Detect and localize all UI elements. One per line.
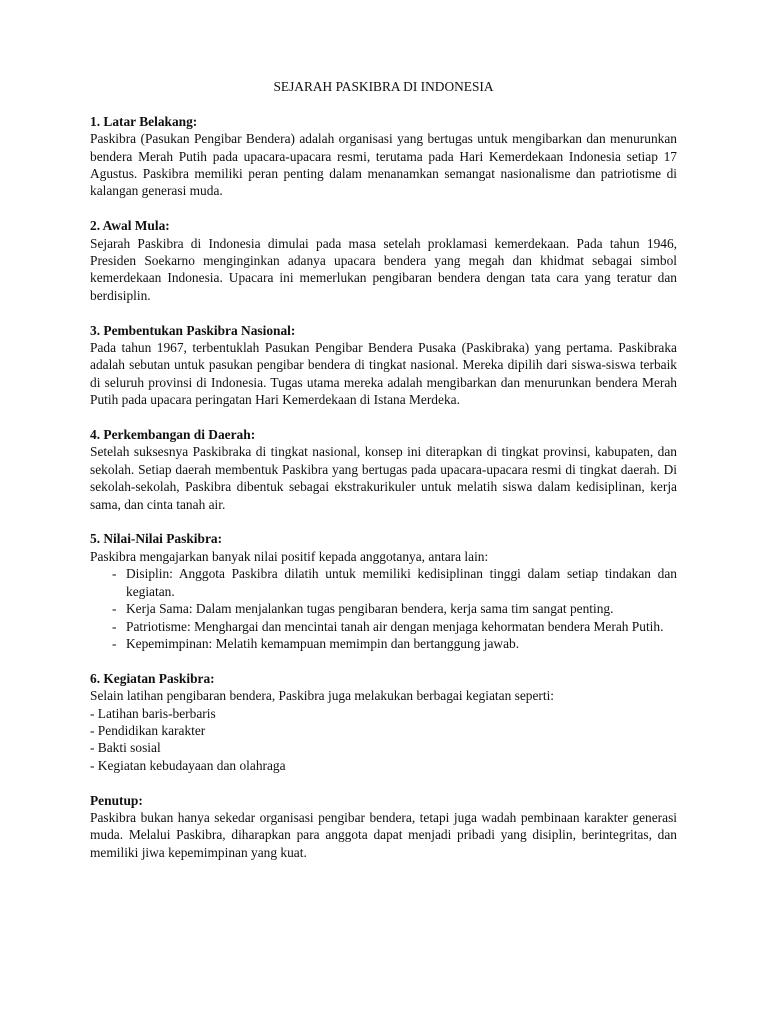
section-awal-mula <box>90 217 677 304</box>
list-item: - Bakti sosial <box>90 740 161 756</box>
list-item-text: Kepemimpinan: Melatih kemampuan memimpin dan bertanggung jawab. <box>126 635 520 651</box>
section-heading: 4. Perkembangan di Daerah: <box>90 427 256 443</box>
section-paragraph: Paskibra bukan hanya sekedar organisasi pengibar bendera, tetapi juga wadah pembinaan karakter generasi muda. Melalui Paskibra, diharapkan para anggota dapat menjadi pribadi yang disiplin, berintegritas, dan memiliki jiwa kepemimpinan yang kuat. <box>90 809 677 860</box>
bullet-marker: - <box>112 566 117 582</box>
activities-list <box>90 705 677 775</box>
bullet-marker: - <box>112 601 117 617</box>
list-item <box>108 565 677 600</box>
list-item-text: Disiplin: Anggota Paskibra dilatih untuk memiliki kedisiplinan tinggi dalam setiap tindakan dan kegiatan. <box>126 566 677 599</box>
list-item: - Latihan baris-berbaris <box>90 705 216 721</box>
section-heading: 6. Kegiatan Paskibra: <box>90 670 215 686</box>
section-perkembangan <box>90 426 677 513</box>
section-nilai-nilai <box>90 530 677 652</box>
section-heading: 2. Awal Mula: <box>90 218 170 234</box>
values-bullet-list <box>90 565 677 652</box>
list-item-text: Patriotisme: Menghargai dan mencintai tanah air dengan menjaga kehormatan bendera Merah Putih. <box>126 618 664 634</box>
section-pembentukan <box>90 322 677 409</box>
section-latar-belakang <box>90 113 677 200</box>
bullet-marker: - <box>112 635 117 651</box>
list-item <box>108 618 677 635</box>
document-page <box>90 78 677 879</box>
list-item <box>108 600 677 617</box>
list-item <box>108 635 677 652</box>
section-heading: 1. Latar Belakang: <box>90 113 198 129</box>
section-heading: 5. Nilai-Nilai Paskibra: <box>90 531 223 547</box>
list-item: - Pendidikan karakter <box>90 722 206 738</box>
bullet-marker: - <box>112 618 117 634</box>
section-paragraph: Selain latihan pengibaran bendera, Paskibra juga melakukan berbagai kegiatan seperti: <box>90 688 555 704</box>
section-heading: 3. Pembentukan Paskibra Nasional: <box>90 322 296 338</box>
section-paragraph: Sejarah Paskibra di Indonesia dimulai pada masa setelah proklamasi kemerdekaan. Pada tahun 1946, Presiden Soekarno menginginkan adanya upacara bendera yang megah dan khidmat sebagai simbol kemerdekaan Indonesia. Upacara ini memerlukan pengibaran bendera dengan tata cara yang teratur dan berdisiplin. <box>90 235 677 303</box>
list-item: - Kegiatan kebudayaan dan olahraga <box>90 757 286 773</box>
section-paragraph: Setelah suksesnya Paskibraka di tingkat nasional, konsep ini diterapkan di tingkat provinsi, kabupaten, dan sekolah. Setiap daerah membentuk Paskibra yang bertugas pada upacara-upacara resmi di tingkat daerah. Di sekolah-sekolah, Paskibra dibentuk sebagai ekstrakurikuler untuk melatih siswa dalam kedisiplinan, kerja sama, dan cinta tanah air. <box>90 444 677 512</box>
section-paragraph: Paskibra mengajarkan banyak nilai positif kepada anggotanya, antara lain: <box>90 548 489 564</box>
section-paragraph: Paskibra (Pasukan Pengibar Bendera) adalah organisasi yang bertugas untuk mengibarkan dan menurunkan bendera Merah Putih pada upacara-upacara resmi, terutama pada Hari Kemerdekaan Indonesia setiap 17 Agustus. Paskibra memiliki peran penting dalam menanamkan semangat nasionalisme dan patriotisme di kalangan generasi muda. <box>90 131 677 199</box>
document-title: SEJARAH PASKIBRA DI INDONESIA <box>273 79 494 94</box>
list-item-text: Kerja Sama: Dalam menjalankan tugas pengibaran bendera, kerja sama tim sangat penting. <box>126 601 614 617</box>
section-paragraph: Pada tahun 1967, terbentuklah Pasukan Pengibar Bendera Pusaka (Paskibraka) yang pertama. Paskibraka adalah sebutan untuk pasukan pengibar bendera di tingkat nasional. Mereka dipilih dari siswa-siswa terbaik di seluruh provinsi di Indonesia. Tugas utama mereka adalah mengibarkan dan menurunkan bendera Merah Putih pada upacara peringatan Hari Kemerdekaan di Istana Merdeka. <box>90 340 677 408</box>
section-heading: Penutup: <box>90 792 143 808</box>
section-kegiatan <box>90 670 677 774</box>
section-penutup <box>90 792 677 862</box>
